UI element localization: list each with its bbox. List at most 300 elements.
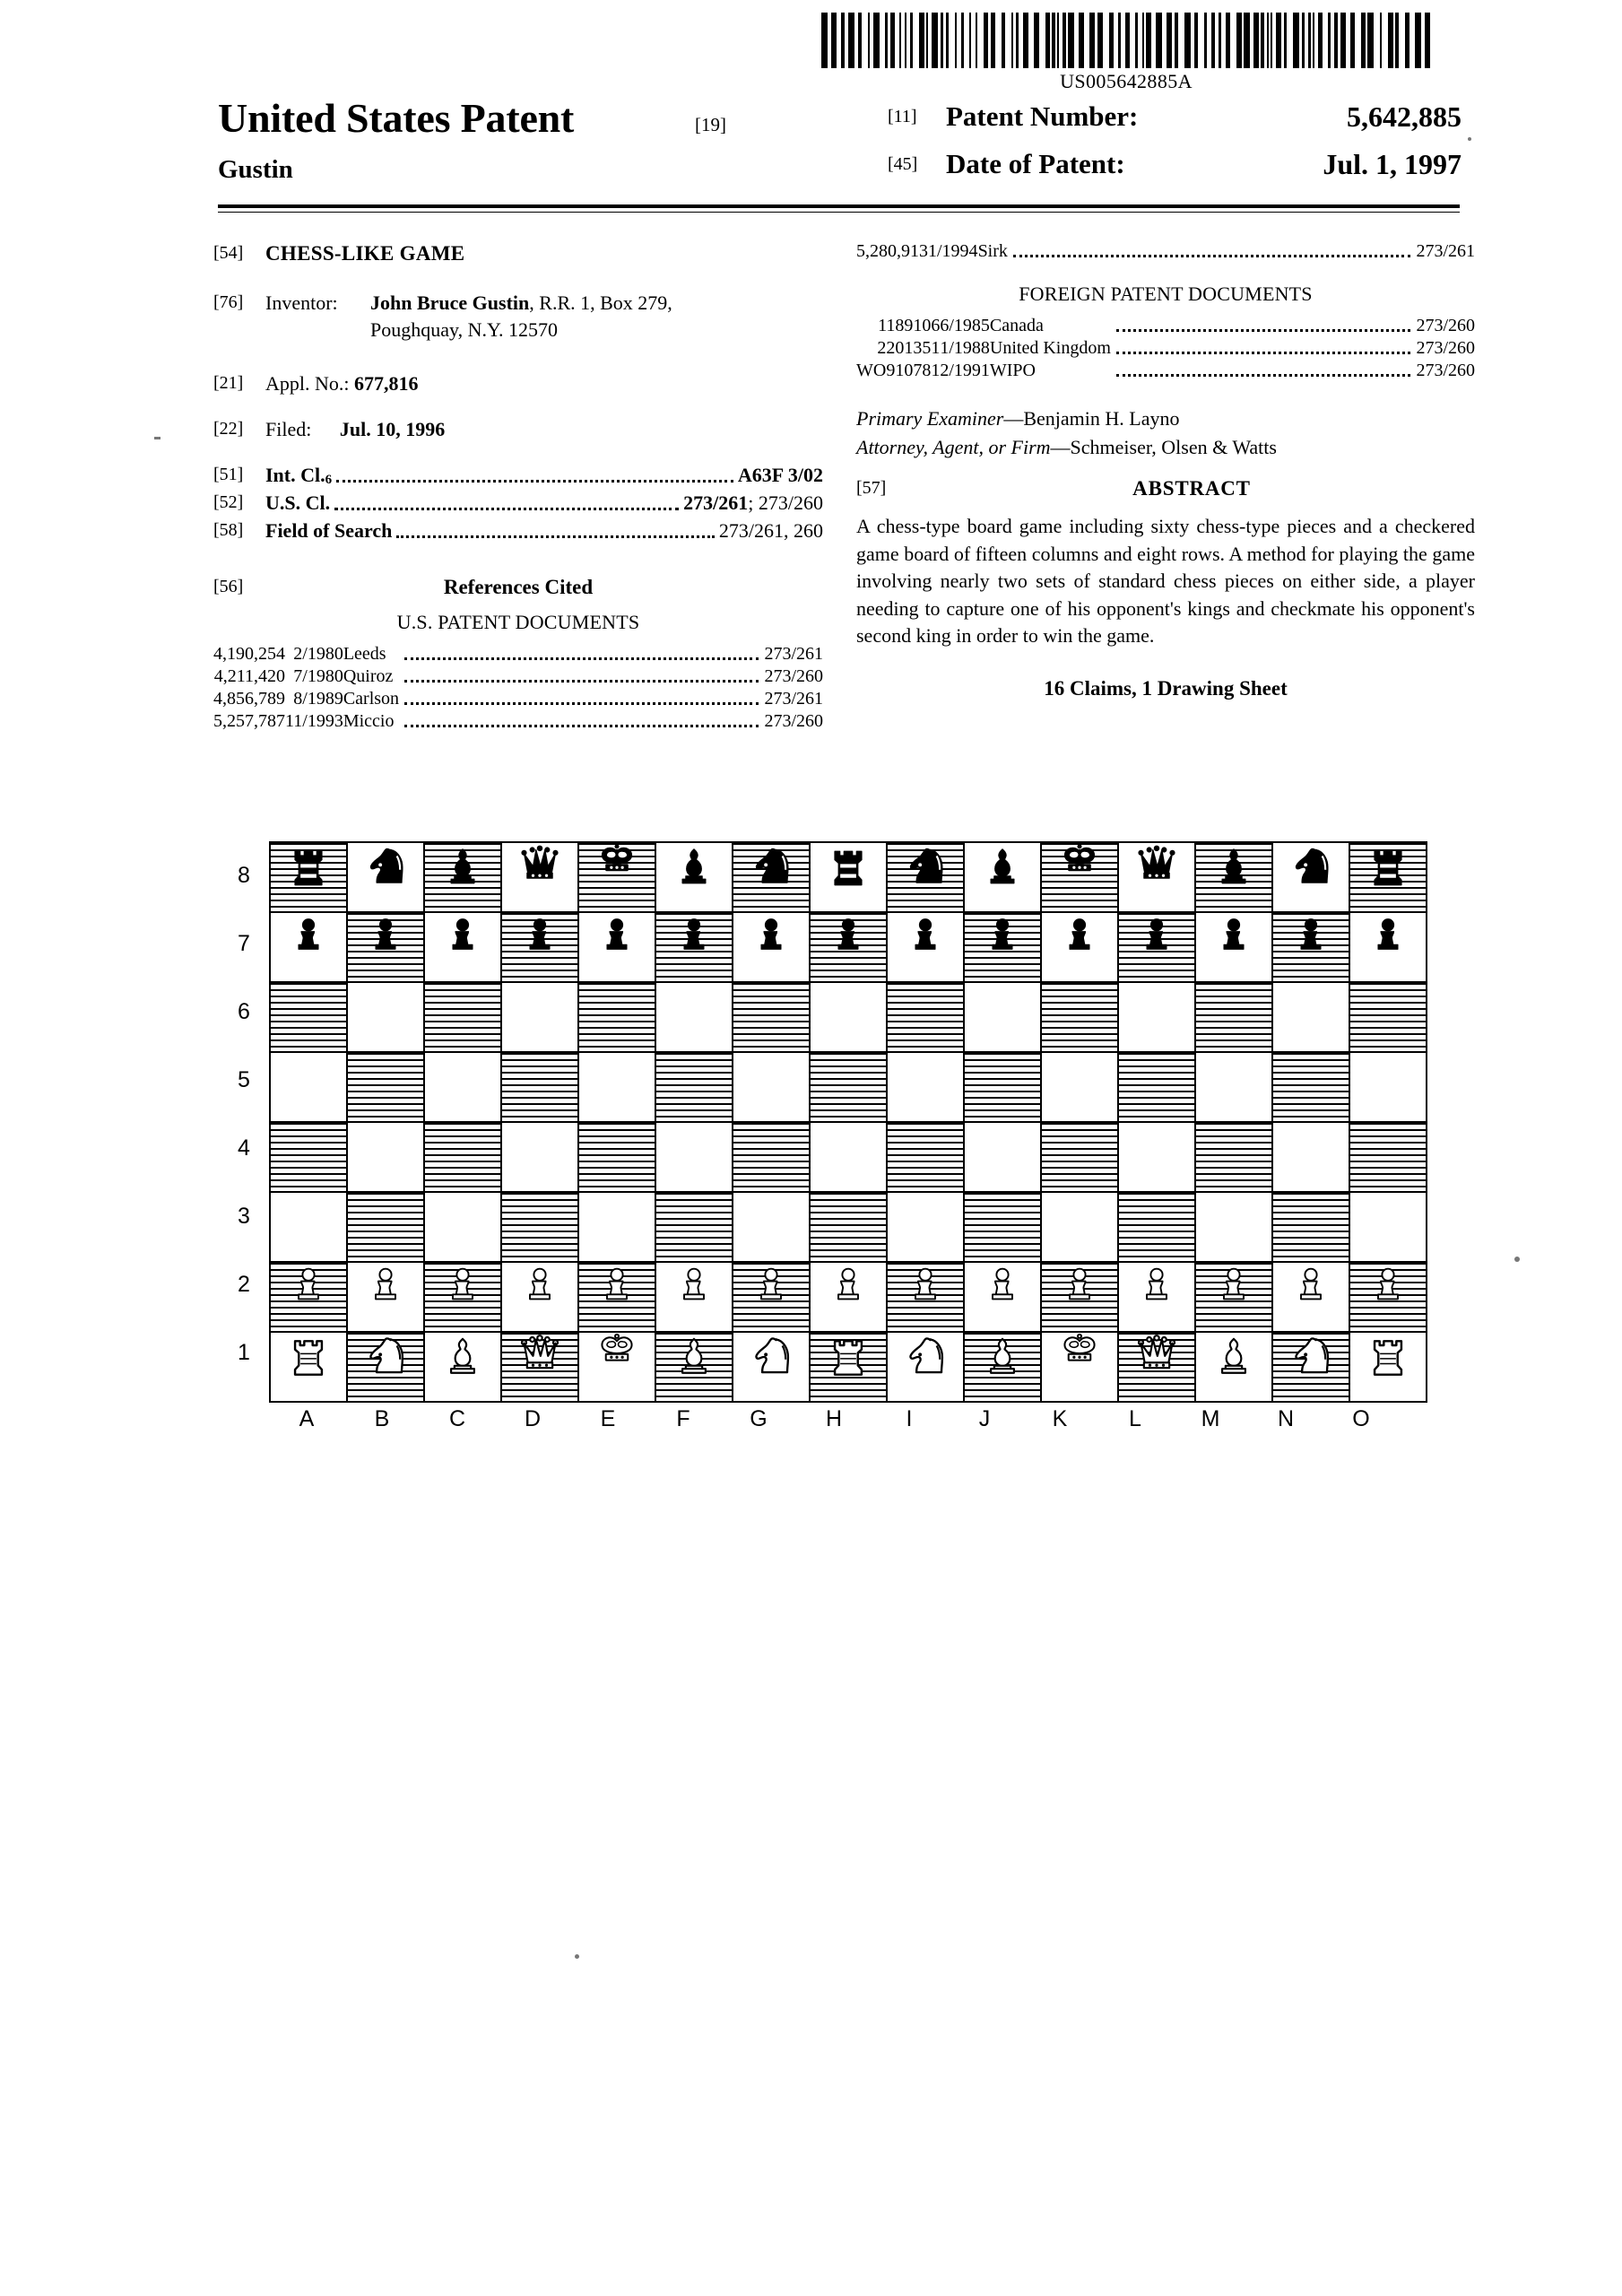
board-square-d6[interactable]	[501, 982, 578, 1052]
chess-piece-black-pawn[interactable]	[965, 913, 1040, 981]
chess-piece-white-pawn[interactable]	[1042, 1263, 1117, 1331]
board-row-label-2: 2	[238, 1272, 250, 1297]
board-row	[270, 1332, 1427, 1402]
reference-inventor: Leeds	[343, 644, 386, 664]
board-column-label-i: I	[906, 1406, 913, 1431]
reference-dot-leader	[399, 710, 764, 733]
board-square-f2[interactable]	[655, 1262, 733, 1332]
chess-piece-black-pawn[interactable]	[733, 913, 809, 981]
board-square-h3[interactable]	[810, 1192, 887, 1262]
chess-piece-black-pawn[interactable]	[348, 913, 423, 981]
chess-board-grid	[269, 841, 1427, 1403]
abstract-code: [57]	[856, 478, 887, 498]
board-square-f8[interactable]	[655, 842, 733, 912]
board-square-k1[interactable]	[1041, 1332, 1118, 1402]
board-square-d1[interactable]	[501, 1332, 578, 1402]
reference-number: 5,257,787	[213, 711, 285, 731]
field-field-of-search	[213, 517, 823, 544]
board-square-j7[interactable]	[964, 912, 1041, 982]
attorney-name: —Schmeiser, Olsen & Watts	[1050, 436, 1277, 458]
board-square-m7[interactable]	[1195, 912, 1272, 982]
reference-date: 1/1994	[928, 241, 978, 261]
board-row-label-8: 8	[238, 863, 250, 888]
board-square-m4[interactable]	[1195, 1122, 1272, 1192]
board-square-b5[interactable]	[347, 1052, 424, 1122]
reference-date: 6/1985	[940, 316, 990, 335]
board-square-h6[interactable]	[810, 982, 887, 1052]
field-inventor-code: [76]	[213, 292, 244, 312]
field-inventor	[213, 290, 823, 344]
board-column-label-m: M	[1201, 1406, 1220, 1431]
claims-drawing-line: 16 Claims, 1 Drawing Sheet	[1044, 676, 1288, 700]
board-square-m8[interactable]	[1195, 842, 1272, 912]
field-appl-no	[213, 370, 823, 396]
board-square-o6[interactable]	[1349, 982, 1427, 1052]
reference-inventor: Miccio	[343, 711, 395, 731]
chess-piece-black-pawn[interactable]	[502, 913, 577, 981]
board-square-i2[interactable]	[887, 1262, 964, 1332]
board-square-i6[interactable]	[887, 982, 964, 1052]
chess-piece-white-pawn[interactable]	[811, 1263, 886, 1331]
chess-piece-black-rook[interactable]	[1350, 843, 1426, 911]
board-square-l2[interactable]	[1118, 1262, 1195, 1332]
board-square-a2[interactable]	[270, 1262, 347, 1332]
board-square-h4[interactable]	[810, 1122, 887, 1192]
chess-piece-white-queen[interactable]	[1119, 1333, 1194, 1401]
board-square-j4[interactable]	[964, 1122, 1041, 1192]
reference-country: Canada	[989, 316, 1044, 335]
reference-dot-leader	[399, 643, 764, 665]
board-square-e2[interactable]	[578, 1262, 655, 1332]
chess-piece-black-bishop[interactable]	[965, 843, 1040, 911]
board-square-a4[interactable]	[270, 1122, 347, 1192]
board-square-f4[interactable]	[655, 1122, 733, 1192]
board-column-label-c: C	[448, 1406, 466, 1431]
references-cited-heading: References Cited	[443, 576, 594, 598]
board-square-k7[interactable]	[1041, 912, 1118, 982]
board-square-e6[interactable]	[578, 982, 655, 1052]
chess-piece-black-knight[interactable]	[733, 843, 809, 911]
board-square-k2[interactable]	[1041, 1262, 1118, 1332]
board-square-e3[interactable]	[578, 1192, 655, 1262]
chess-piece-black-pawn[interactable]	[811, 913, 886, 981]
board-square-f3[interactable]	[655, 1192, 733, 1262]
board-square-g8[interactable]	[733, 842, 810, 912]
chess-piece-black-rook[interactable]	[271, 843, 346, 911]
board-square-c4[interactable]	[424, 1122, 501, 1192]
board-column-label-l: L	[1129, 1406, 1141, 1431]
board-square-f7[interactable]	[655, 912, 733, 982]
board-square-o2[interactable]	[1349, 1262, 1427, 1332]
chess-piece-black-king[interactable]	[1042, 843, 1117, 911]
scan-speck	[575, 1954, 579, 1959]
dot-leader	[404, 657, 759, 660]
field-title-code: [54]	[213, 243, 244, 263]
office-code: [19]	[695, 114, 726, 135]
board-square-b1[interactable]	[347, 1332, 424, 1402]
field-appl-label: Appl. No.:	[265, 372, 350, 395]
board-square-a7[interactable]	[270, 912, 347, 982]
chess-piece-white-bishop[interactable]	[1196, 1333, 1271, 1401]
chess-board-figure	[0, 834, 1622, 1516]
scan-speck	[1468, 137, 1471, 141]
chess-piece-black-knight[interactable]	[888, 843, 963, 911]
board-row-label-1: 1	[238, 1340, 250, 1365]
board-square-a8[interactable]	[270, 842, 347, 912]
reference-classification: 273/260	[1416, 316, 1475, 335]
date-code: [45]	[888, 154, 918, 174]
board-square-c7[interactable]	[424, 912, 501, 982]
reference-number: WO910781	[856, 361, 941, 380]
primary-examiner-line	[856, 405, 1475, 432]
bibliographic-left-column	[213, 240, 823, 733]
board-square-m3[interactable]	[1195, 1192, 1272, 1262]
board-square-k3[interactable]	[1041, 1192, 1118, 1262]
us-patent-documents-heading: U.S. PATENT DOCUMENTS	[396, 611, 640, 633]
board-square-l8[interactable]	[1118, 842, 1195, 912]
board-square-n6[interactable]	[1272, 982, 1349, 1052]
reference-dot-leader	[399, 688, 764, 710]
board-square-k4[interactable]	[1041, 1122, 1118, 1192]
chess-piece-white-pawn[interactable]	[1273, 1263, 1349, 1331]
board-square-j8[interactable]	[964, 842, 1041, 912]
chess-piece-white-queen[interactable]	[502, 1333, 577, 1401]
board-column-label-d: D	[524, 1406, 542, 1431]
chess-piece-black-pawn[interactable]	[579, 913, 655, 981]
reference-row	[856, 337, 1475, 360]
board-square-k8[interactable]	[1041, 842, 1118, 912]
dot-leader	[396, 535, 715, 538]
board-square-h5[interactable]	[810, 1052, 887, 1122]
chess-piece-black-pawn[interactable]	[1119, 913, 1194, 981]
inventor-full-name: John Bruce Gustin	[370, 291, 530, 314]
chess-piece-white-rook[interactable]	[811, 1333, 886, 1401]
board-square-e1[interactable]	[578, 1332, 655, 1402]
chess-piece-black-king[interactable]	[579, 843, 655, 911]
reference-classification: 273/260	[1416, 338, 1475, 358]
board-square-d7[interactable]	[501, 912, 578, 982]
board-square-k5[interactable]	[1041, 1052, 1118, 1122]
chess-piece-white-pawn[interactable]	[656, 1263, 732, 1331]
chess-piece-black-queen[interactable]	[502, 843, 577, 911]
field-inventor-label: Inventor:	[265, 291, 338, 314]
chess-piece-white-pawn[interactable]	[965, 1263, 1040, 1331]
board-square-l6[interactable]	[1118, 982, 1195, 1052]
date-label: Date of Patent:	[946, 148, 1125, 179]
chess-piece-black-pawn[interactable]	[656, 913, 732, 981]
board-square-n7[interactable]	[1272, 912, 1349, 982]
chess-piece-black-pawn[interactable]	[1042, 913, 1117, 981]
board-square-m1[interactable]	[1195, 1332, 1272, 1402]
abstract-heading-row	[856, 477, 1475, 500]
board-square-f6[interactable]	[655, 982, 733, 1052]
board-square-o1[interactable]	[1349, 1332, 1427, 1402]
abstract-heading: ABSTRACT	[1132, 477, 1251, 500]
board-square-a3[interactable]	[270, 1192, 347, 1262]
foreign-patent-documents-heading: FOREIGN PATENT DOCUMENTS	[1019, 283, 1313, 305]
board-square-o8[interactable]	[1349, 842, 1427, 912]
inventor-address-line2: Poughquay, N.Y. 12570	[370, 318, 559, 341]
reference-number: 4,211,420	[213, 666, 285, 686]
board-square-d2[interactable]	[501, 1262, 578, 1332]
reference-number: 2201351	[877, 338, 941, 358]
board-row	[270, 1122, 1427, 1192]
scan-speck	[1514, 1257, 1520, 1262]
board-square-g1[interactable]	[733, 1332, 810, 1402]
board-square-i1[interactable]	[887, 1332, 964, 1402]
reference-row	[213, 688, 823, 710]
field-appl-code: [21]	[213, 373, 244, 393]
board-square-n1[interactable]	[1272, 1332, 1349, 1402]
chess-piece-black-pawn[interactable]	[425, 913, 500, 981]
board-square-c5[interactable]	[424, 1052, 501, 1122]
board-square-i3[interactable]	[887, 1192, 964, 1262]
chess-piece-white-knight[interactable]	[888, 1333, 963, 1401]
board-square-a5[interactable]	[270, 1052, 347, 1122]
board-square-g5[interactable]	[733, 1052, 810, 1122]
board-column-labels	[269, 1401, 1399, 1432]
field-fos-label: Field of Search	[265, 519, 393, 542]
chess-piece-white-pawn[interactable]	[1196, 1263, 1271, 1331]
reference-date: 1/1988	[940, 338, 990, 358]
board-square-o4[interactable]	[1349, 1122, 1427, 1192]
board-column-label-h: H	[825, 1406, 843, 1431]
chess-piece-black-queen[interactable]	[1119, 843, 1194, 911]
attorney-line	[856, 434, 1475, 461]
board-square-e8[interactable]	[578, 842, 655, 912]
chess-piece-black-rook[interactable]	[811, 843, 886, 911]
chess-piece-white-rook[interactable]	[271, 1333, 346, 1401]
board-square-n5[interactable]	[1272, 1052, 1349, 1122]
patent-date-row	[888, 148, 1462, 186]
board-square-n8[interactable]	[1272, 842, 1349, 912]
board-square-c3[interactable]	[424, 1192, 501, 1262]
bibliographic-right-column	[856, 240, 1475, 700]
board-square-j6[interactable]	[964, 982, 1041, 1052]
reference-classification: 273/260	[1416, 361, 1475, 380]
board-square-j3[interactable]	[964, 1192, 1041, 1262]
board-row	[270, 1192, 1427, 1262]
board-square-l1[interactable]	[1118, 1332, 1195, 1402]
board-square-c2[interactable]	[424, 1262, 501, 1332]
board-square-g6[interactable]	[733, 982, 810, 1052]
board-column-label-e: E	[600, 1406, 616, 1431]
chess-piece-white-pawn[interactable]	[348, 1263, 423, 1331]
board-square-g2[interactable]	[733, 1262, 810, 1332]
reference-inventor: Quiroz	[343, 666, 394, 686]
chess-piece-black-pawn[interactable]	[1196, 913, 1271, 981]
dot-leader	[334, 508, 679, 510]
reference-row	[856, 240, 1475, 263]
board-square-d4[interactable]	[501, 1122, 578, 1192]
board-square-i4[interactable]	[887, 1122, 964, 1192]
board-square-f5[interactable]	[655, 1052, 733, 1122]
board-square-o5[interactable]	[1349, 1052, 1427, 1122]
chess-piece-white-bishop[interactable]	[965, 1333, 1040, 1401]
board-square-i5[interactable]	[887, 1052, 964, 1122]
chess-piece-white-pawn[interactable]	[733, 1263, 809, 1331]
board-column-label-o: O	[1352, 1406, 1370, 1431]
board-square-d3[interactable]	[501, 1192, 578, 1262]
chess-piece-black-bishop[interactable]	[656, 843, 732, 911]
reference-classification: 273/261	[764, 689, 823, 709]
board-square-j5[interactable]	[964, 1052, 1041, 1122]
board-column-label-j: J	[978, 1406, 991, 1431]
chess-piece-black-pawn[interactable]	[888, 913, 963, 981]
board-row-labels	[226, 841, 262, 1387]
board-square-o3[interactable]	[1349, 1192, 1427, 1262]
board-square-f1[interactable]	[655, 1332, 733, 1402]
board-square-b4[interactable]	[347, 1122, 424, 1192]
chess-piece-black-knight[interactable]	[348, 843, 423, 911]
chess-piece-white-pawn[interactable]	[1350, 1263, 1426, 1331]
chess-piece-white-knight[interactable]	[1273, 1333, 1349, 1401]
board-square-n4[interactable]	[1272, 1122, 1349, 1192]
field-refs-code: [56]	[213, 577, 244, 596]
board-square-c6[interactable]	[424, 982, 501, 1052]
reference-number: 4,856,789	[213, 689, 285, 709]
chess-piece-white-bishop[interactable]	[656, 1333, 732, 1401]
reference-inventor: Sirk	[977, 241, 1008, 261]
board-row-label-4: 4	[238, 1135, 250, 1161]
board-square-d5[interactable]	[501, 1052, 578, 1122]
board-square-n3[interactable]	[1272, 1192, 1349, 1262]
chess-piece-black-pawn[interactable]	[1350, 913, 1426, 981]
board-row-label-7: 7	[238, 931, 250, 956]
chess-piece-white-king[interactable]	[579, 1333, 655, 1401]
board-square-c1[interactable]	[424, 1332, 501, 1402]
board-square-d8[interactable]	[501, 842, 578, 912]
dot-leader	[1116, 329, 1411, 332]
chess-piece-white-bishop[interactable]	[425, 1333, 500, 1401]
chess-piece-white-knight[interactable]	[733, 1333, 809, 1401]
reference-country: United Kingdom	[989, 338, 1111, 358]
board-square-b7[interactable]	[347, 912, 424, 982]
reference-dot-leader	[1008, 240, 1417, 263]
patent-number-code: [11]	[888, 107, 917, 126]
chess-piece-black-pawn[interactable]	[271, 913, 346, 981]
board-square-n2[interactable]	[1272, 1262, 1349, 1332]
chess-piece-black-bishop[interactable]	[1196, 843, 1271, 911]
board-column-label-g: G	[750, 1406, 768, 1431]
board-square-b6[interactable]	[347, 982, 424, 1052]
board-square-j2[interactable]	[964, 1262, 1041, 1332]
field-fos-value: 273/261, 260	[718, 519, 823, 542]
barcode	[821, 13, 1431, 68]
board-square-i8[interactable]	[887, 842, 964, 912]
field-filed-value: Jul. 10, 1996	[339, 418, 446, 440]
board-square-m2[interactable]	[1195, 1262, 1272, 1332]
inventor-surname: Gustin	[218, 155, 293, 184]
chess-piece-white-pawn[interactable]	[502, 1263, 577, 1331]
office-title: United States Patent	[218, 95, 575, 141]
primary-examiner-name: —Benjamin H. Layno	[1003, 407, 1180, 430]
reference-date: 2/1991	[940, 361, 990, 380]
chess-piece-white-rook[interactable]	[1350, 1333, 1426, 1401]
date-value: Jul. 1, 1997	[1323, 148, 1462, 180]
dot-leader	[404, 725, 759, 727]
board-square-l3[interactable]	[1118, 1192, 1195, 1262]
board-square-k6[interactable]	[1041, 982, 1118, 1052]
board-row-label-6: 6	[238, 999, 250, 1024]
reference-row	[856, 360, 1475, 382]
board-square-l5[interactable]	[1118, 1052, 1195, 1122]
board-column-label-f: F	[676, 1406, 690, 1431]
reference-row	[856, 315, 1475, 337]
board-square-g4[interactable]	[733, 1122, 810, 1192]
reference-country: WIPO	[989, 361, 1036, 380]
board-square-h7[interactable]	[810, 912, 887, 982]
board-row	[270, 1052, 1427, 1122]
patent-number-row	[888, 100, 1462, 138]
board-square-i7[interactable]	[887, 912, 964, 982]
chess-piece-white-king[interactable]	[1042, 1333, 1117, 1401]
reference-classification: 273/261	[1416, 241, 1475, 261]
patent-number-value: 5,642,885	[1347, 100, 1462, 133]
chess-piece-black-pawn[interactable]	[1273, 913, 1349, 981]
board-square-l4[interactable]	[1118, 1122, 1195, 1192]
dot-leader	[1116, 352, 1411, 354]
abstract-text: A chess-type board game including sixty chess-type pieces and a checkered game board of fifteen columns and eight rows. A method for playing the game involving nearly two sets of standard chess pieces on either side, a player needing to capture one of his opponent's kings and checkmate his opponent's second king in order to win the game.	[856, 515, 1475, 647]
board-square-c8[interactable]	[424, 842, 501, 912]
header-rule-thin	[218, 212, 1460, 213]
scan-speck	[154, 437, 160, 439]
board-column-label-a: A	[299, 1406, 315, 1431]
chess-piece-black-knight[interactable]	[1273, 843, 1349, 911]
field-title	[213, 240, 823, 266]
board-square-h8[interactable]	[810, 842, 887, 912]
board-square-e4[interactable]	[578, 1122, 655, 1192]
reference-dot-leader	[1111, 360, 1417, 382]
chess-piece-white-pawn[interactable]	[579, 1263, 655, 1331]
field-int-cl: [51] Int. Cl. 6 A63F 3/02	[213, 464, 823, 487]
board-square-j1[interactable]	[964, 1332, 1041, 1402]
chess-piece-white-knight[interactable]	[348, 1333, 423, 1401]
board-square-a1[interactable]	[270, 1332, 347, 1402]
patent-header	[0, 94, 1622, 197]
board-square-h2[interactable]	[810, 1262, 887, 1332]
board-row	[270, 842, 1427, 912]
board-square-h1[interactable]	[810, 1332, 887, 1402]
field-us-cl-code: [52]	[213, 492, 244, 512]
chess-piece-black-bishop[interactable]	[425, 843, 500, 911]
chess-piece-white-pawn[interactable]	[1119, 1263, 1194, 1331]
chess-piece-white-pawn[interactable]	[425, 1263, 500, 1331]
board-square-b8[interactable]	[347, 842, 424, 912]
board-square-m6[interactable]	[1195, 982, 1272, 1052]
board-grid-container	[269, 841, 1427, 1403]
inventor-address-line1: , R.R. 1, Box 279,	[529, 291, 672, 314]
chess-piece-white-pawn[interactable]	[271, 1263, 346, 1331]
field-filed	[213, 416, 823, 442]
board-square-l7[interactable]	[1118, 912, 1195, 982]
board-square-g7[interactable]	[733, 912, 810, 982]
board-square-o7[interactable]	[1349, 912, 1427, 982]
field-references-cited	[213, 574, 823, 600]
dot-leader	[1013, 255, 1411, 257]
board-square-b3[interactable]	[347, 1192, 424, 1262]
board-square-a6[interactable]	[270, 982, 347, 1052]
reference-date: 2/1980	[293, 644, 343, 664]
field-filed-label: Filed:	[265, 418, 312, 440]
board-square-e7[interactable]	[578, 912, 655, 982]
board-square-e5[interactable]	[578, 1052, 655, 1122]
board-square-g3[interactable]	[733, 1192, 810, 1262]
chess-piece-white-pawn[interactable]	[888, 1263, 963, 1331]
board-square-m5[interactable]	[1195, 1052, 1272, 1122]
dot-leader	[404, 680, 759, 683]
board-square-b2[interactable]	[347, 1262, 424, 1332]
